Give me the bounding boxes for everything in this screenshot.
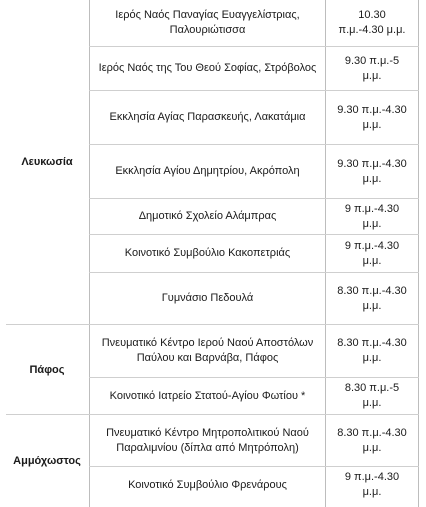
hours-cell: 8.30 π.μ.-4.30 μ.μ. <box>337 337 407 364</box>
place-cell: Εκκλησία Αγίας Παρασκευής, Λακατάμια <box>109 111 306 123</box>
place-cell: Δημοτικό Σχολείο Αλάμπρας <box>138 210 277 222</box>
place-cell: Γυμνάσιο Πεδουλά <box>161 292 254 304</box>
hours-cell: 8.30 π.μ.-4.30 μ.μ. <box>337 426 407 454</box>
hours-cell: 8.30 π.μ.-5 μ.μ. <box>344 382 400 409</box>
district-lefkosia: Λευκωσία <box>21 156 73 168</box>
hours-cell: 9 π.μ.-4.30 μ.μ. <box>344 202 400 230</box>
place-cell: Κοινοτικό Συμβούλιο Φρενάρους <box>128 478 287 491</box>
hours-cell: 9.30 π.μ.-4.30 μ.μ. <box>337 103 407 131</box>
hours-cell: 9 π.μ.-4.30 μ.μ. <box>344 239 400 267</box>
hours-cell: 9.30 π.μ.-4.30 μ.μ. <box>337 157 407 185</box>
hours-cell: 9.30 π.μ.-5 μ.μ. <box>344 54 400 82</box>
place-cell: Εκκλησία Αγίου Δημητρίου, Ακρόπολη <box>115 165 300 177</box>
column-divider <box>418 0 419 507</box>
hours-cell: 9 π.μ.-4.30 μ.μ. <box>344 471 400 498</box>
place-cell: Κοινοτικό Ιατρείο Στατού-Αγίου Φωτίου * <box>109 389 306 402</box>
place-cell: Πνευματικό Κέντρο Ιερού Ναού Αποστόλων Παύλου και Βαρνάβα, Πάφος <box>101 337 314 364</box>
hours-cell: 8.30 π.μ.-4.30 μ.μ. <box>337 284 407 312</box>
place-cell: Ιερός Ναός Παναγίας Ευαγγελίστριας, Παλουριώτισσα <box>115 9 300 36</box>
hours-cell: 10.30 π.μ.-4.30 μ.μ. <box>338 9 406 36</box>
district-pafos: Πάφος <box>29 363 65 376</box>
district-ammochostos: Αμμόχωστος <box>13 455 81 467</box>
place-cell: Πνευματικό Κέντρο Μητροπολιτικού Ναού Παραλιμνίου (δίπλα από Μητρόπολη) <box>106 426 309 454</box>
place-cell: Ιερός Ναός της Του Θεού Σοφίας, Στρόβολος <box>98 62 317 74</box>
place-cell: Κοινοτικό Συμβούλιο Κακοπετριάς <box>124 247 291 259</box>
